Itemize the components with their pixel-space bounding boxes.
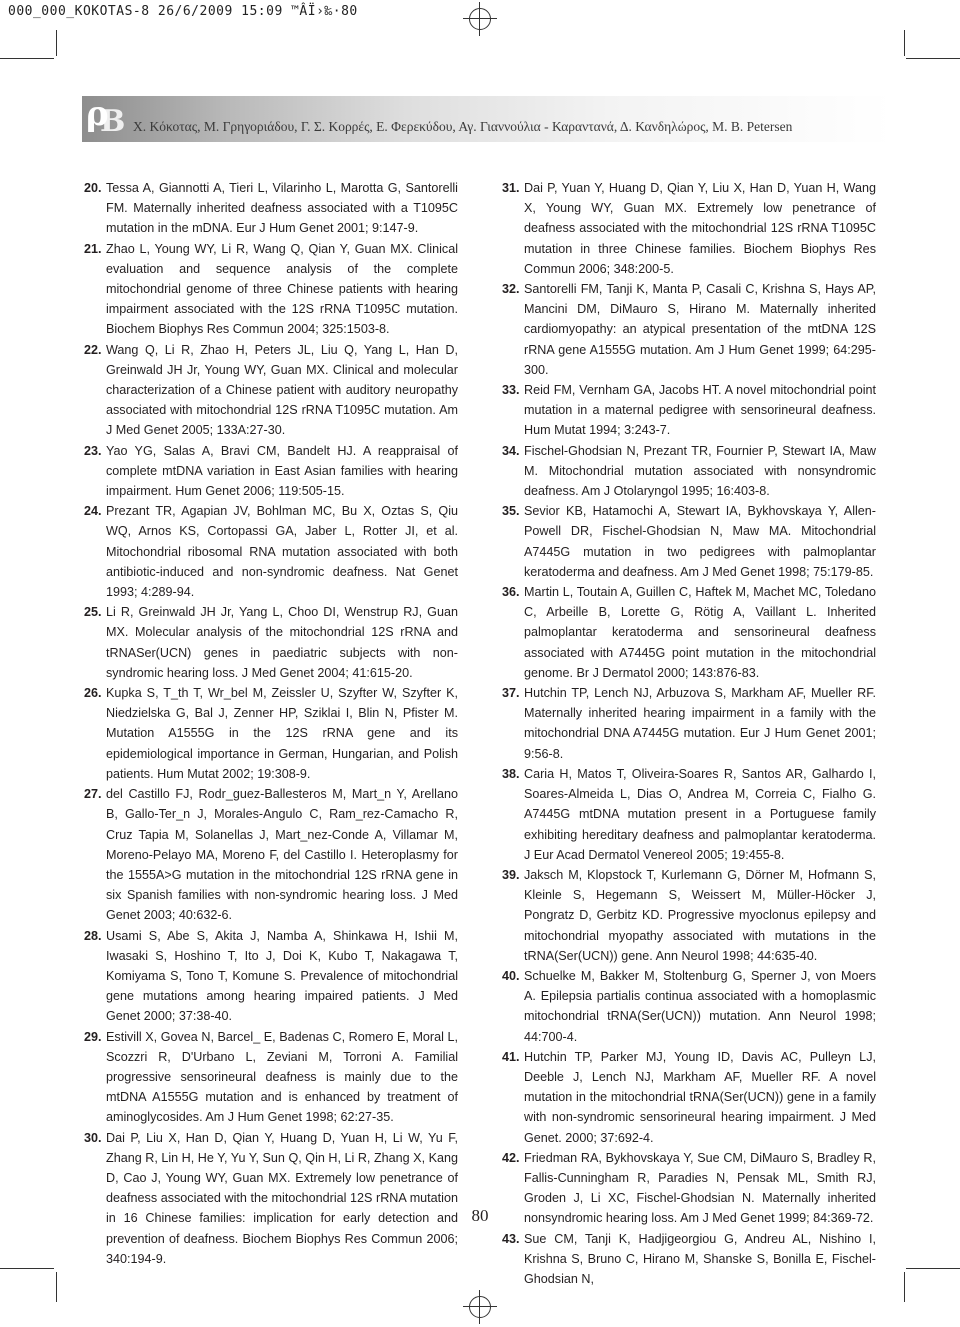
reference-item — [84, 1027, 458, 1128]
crop-mark-top-right-h — [906, 58, 960, 59]
crop-mark-bottom-right-v — [904, 1272, 905, 1302]
reference-number: 30. — [84, 1130, 102, 1145]
reference-number: 23. — [84, 443, 102, 458]
reference-text: Dai P, Liu X, Han D, Qian Y, Huang D, Yuan H, Li W, Yu F, Zhang R, Lin H, He Y, Yu Y, Sun Q, Qin H, Li R, Zhang X, Kang D, Cao J, Young WY, Guan MX. Extremely low penetrance of deafness associated with the mitochondrial 12S rRNA mutation in 16 Chinese families: implication for early detection and prevention of deafness. Biochem Biophys Res Commun 2006; 340:194-9. — [106, 1130, 458, 1266]
reference-number: 41. — [502, 1049, 520, 1064]
reference-number: 26. — [84, 686, 102, 701]
reference-text: Usami S, Abe S, Akita J, Namba A, Shinkawa H, Ishii M, Iwasaki S, Hoshino T, Ito J, Doi K, Kubo T, Nakagawa T, Komiyama S, Tono T, Komune S. Prevalence of mitochondrial gene mutations among hearing impaired patients. J Med Genet 2000; 37:38-40. — [106, 928, 458, 1024]
running-header-authors: Χ. Κόκοτας, Μ. Γρηγοριάδου, Γ. Σ. Κορρές, Ε. Φερεκύδου, Αγ. Γιαννούλια - Καραντανά, Δ. Κανδηλώρος, Μ. Β. Petersen — [133, 119, 793, 134]
reference-text: Dai P, Yuan Y, Huang D, Qian Y, Liu X, Han D, Yuan H, Wang X, Young WY, Guan MX. Extremely low penetrance of deafness associated with the mitochondrial 12S rRNA T1095C mutation in three Chinese families. Biochem Biophys Res Commun 2006; 348:200-5. — [524, 181, 876, 276]
reference-item — [84, 602, 458, 683]
reference-text: Wang Q, Li R, Zhao H, Peters JL, Liu Q, Yang L, Han D, Greinwald JH Jr, Young WY, Guan MX. Clinical and molecular characterization of a Chinese patient with auditory neuropathy associated with mitochondrial 12S rRNA T1095C mutation. Am J Med Genet 2005; 133A:27-30. — [106, 342, 458, 438]
reference-item — [502, 501, 876, 582]
reference-text: del Castillo FJ, Rodr_guez-Ballesteros M, Mart_n Y, Arellano B, Gallo-Ter_n J, Morales-Angulo C, Ram_rez-Camacho R, Cruz Tapia M, Solanellas J, Mart_nez-Conde A, Villamar M, Moreno-Pelayo MA, Moreno F, del Castillo I. Heteroplasmy for the 1555A>G mutation in the mitochondrial 12S rRNA gene in six Spanish families with non-syndromic hearing loss. J Med Genet 2003; 40:632-6. — [106, 787, 458, 923]
reference-text: Reid FM, Vernham GA, Jacobs HT. A novel mitochondrial point mutation in a maternal pedigree with sensorineural deafness. Hum Mutat 1994; 3:243-7. — [524, 383, 876, 438]
reference-number: 31. — [502, 181, 520, 195]
reference-item — [84, 239, 458, 340]
reference-number: 35. — [502, 504, 520, 519]
reference-number: 34. — [502, 443, 520, 458]
reference-text: Caria H, Matos T, Oliveira-Soares R, Santos AR, Galhardo I, Soares-Almeida L, Dias O, Andrea M, Correia C, Fialho G. A7445G mtDNA mutation present in a Portuguese family exhibiting hereditary deafness and palmoplantar keratoderma. J Eur Acad Dermatol Venereol 2005; 19:455-8. — [524, 766, 876, 862]
reference-item — [84, 441, 458, 502]
reference-item — [502, 1047, 876, 1148]
reference-item — [502, 279, 876, 380]
reference-item — [84, 683, 458, 784]
reference-item — [502, 178, 876, 279]
reference-number: 43. — [502, 1231, 520, 1246]
reference-item — [502, 683, 876, 764]
reference-number: 42. — [502, 1150, 520, 1165]
reference-text: Sue CM, Tanji K, Hadjigeorgiou G, Andreu AL, Nishino I, Krishna S, Bruno C, Hirano M, Shanske S, Bonilla E, Fischel-Ghodsian N, — [524, 1231, 876, 1286]
reference-number: 27. — [84, 787, 102, 802]
reference-item — [84, 178, 458, 239]
crop-mark-top-left-h — [0, 58, 54, 59]
reference-text: Estivill X, Govea N, Barcel_ E, Badenas C, Romero E, Moral L, Scozzri R, D'Urbano L, Zeviani M, Torroni A. Familial progressive sensorineural deafness is mainly due to the mtDNA A1555G mutation and is enhanced by treatment of aminoglycosides. Am J Hum Genet 1998; 62:27-35. — [106, 1029, 458, 1125]
reference-text: Tessa A, Giannotti A, Tieri L, Vilarinho L, Marotta G, Santorelli FM. Maternally inherited deafness associated with a T1095C mutation in the mDNA. Eur J Hum Genet 2001; 9:147-9. — [106, 181, 458, 236]
reference-text: Jaksch M, Klopstock T, Kurlemann G, Dörner M, Hofmann S, Kleinle S, Hegemann S, Weissert M, Müller-Höcker J, Pongratz D, Gerbitz KD. Progressive myoclonus epilepsy and mitochondrial myopathy associated with mutations in the tRNA(Ser(UCN)) gene. Ann Neurol 1998; 44:635-40. — [524, 867, 876, 963]
reference-text: Hutchin TP, Lench NJ, Arbuzova S, Markham AF, Mueller RF. Maternally inherited hearing impairment in a family with the mitochondrial DNA A7445G mutation. Eur J Hum Genet 2001; 9:56-8. — [524, 686, 876, 761]
reference-text: Sevior KB, Hatamochi A, Stewart IA, Bykhovskaya Y, Allen-Powell DR, Fischel-Ghodsian N, Maw MA. Mitochondrial A7445G mutation in two pedigrees with palmoplantar keratoderma and deafness. Am J Med Genet 1998; 75:179-85. — [524, 504, 876, 579]
crop-mark-top-right-v — [904, 30, 905, 56]
reference-text: Prezant TR, Agapian JV, Bohlman MC, Bu X, Oztas S, Qiu WQ, Arnos KS, Cortopassi GA, Jaber L, Rotter JI, et al. Mitochondrial ribosomal RNA mutation associated with both antibiotic-induced and non-syndromic deafness. Nat Genet 1993; 4:289-94. — [106, 504, 458, 600]
reference-number: 39. — [502, 867, 520, 882]
reference-item — [84, 1128, 458, 1269]
reference-item — [84, 501, 458, 602]
reference-text: Friedman RA, Bykhovskaya Y, Sue CM, DiMauro S, Bradley R, Fallis-Cunningham R, Paradies N, Pensak ML, Smith RJ, Groden J, Li XC, Fischel-Ghodsian N. Maternally inherited nonsyndromic hearing loss. Am J Med Genet 1999; 84:369-72. — [524, 1150, 876, 1226]
reference-item — [84, 340, 458, 441]
reference-text: Martin L, Toutain A, Guillen C, Haftek M, Machet MC, Toledano C, Arbeille B, Lorette G, Rötig A, Vaillant L. Inherited palmoplantar keratoderma and sensorineural deafness associated with A7445G point mutation in the mitochondrial genome. Br J Dermatol 2000; 143:876-83. — [524, 585, 876, 680]
reference-text: Schuelke M, Bakker M, Stoltenburg G, Sperner J, von Moers A. Epilepsia partialis continua associated with a homoplasmic mitochondrial tRNA(Ser(UCN)) mutation. Ann Neurol 1998; 44:700-4. — [524, 968, 876, 1044]
journal-logo-icon: ρ B — [86, 94, 126, 139]
reference-item — [502, 582, 876, 683]
reference-number: 25. — [84, 605, 102, 620]
references-right-column — [502, 178, 876, 1289]
reference-item — [502, 764, 876, 865]
reference-item — [502, 380, 876, 441]
reference-number: 22. — [84, 342, 102, 357]
print-slug: 000_000_KOKOTAS-8 26/6/2009 15:09 ™ÂÏ›‰·80 — [8, 4, 358, 19]
crop-mark-bottom-right-h — [906, 1268, 960, 1269]
reference-text: Yao YG, Salas A, Bravi CM, Bandelt HJ. A reappraisal of complete mtDNA variation in East Asian families with hearing impairment. Hum Genet 2006; 119:505-15. — [106, 443, 458, 499]
reference-number: 24. — [84, 504, 102, 519]
reference-number: 21. — [84, 241, 102, 256]
reference-number: 33. — [502, 383, 520, 398]
reference-number: 20. — [84, 181, 102, 195]
reference-number: 28. — [84, 928, 102, 943]
references-left-column — [84, 178, 458, 1269]
reference-number: 36. — [502, 585, 520, 600]
reference-item — [502, 966, 876, 1047]
reference-text: Zhao L, Young WY, Li R, Wang Q, Qian Y, Guan MX. Clinical evaluation and sequence analysis of the complete mitochondrial genome of three Chinese patients with hearing impairment associated with the 12S rRNA T1095C mutation. Biochem Biophys Res Commun 2004; 325:1503-8. — [106, 241, 458, 337]
reference-text: Hutchin TP, Parker MJ, Young ID, Davis AC, Pulleyn LJ, Deeble J, Lench NJ, Markham AF, Mueller RF. A novel mutation in the mitochondrial tRNA(Ser(UCN)) gene in a family with non-syndromic sensorineural hearing impairment. J Med Genet. 2000; 37:692-4. — [524, 1049, 876, 1145]
reference-number: 38. — [502, 766, 520, 781]
reference-number: 29. — [84, 1029, 102, 1044]
reference-text: Fischel-Ghodsian N, Prezant TR, Fournier P, Stewart IA, Maw M. Mitochondrial mutation associated with nonsyndromic deafness. Am J Otolaryngol 1995; 16:403-8. — [524, 443, 876, 499]
reference-item — [502, 1229, 876, 1290]
reference-number: 40. — [502, 968, 520, 983]
crop-mark-top-left-v — [56, 30, 57, 56]
reference-item — [502, 865, 876, 966]
registration-mark-top — [463, 2, 497, 36]
page-number: 80 — [471, 1206, 489, 1225]
reference-item — [502, 441, 876, 502]
crop-mark-bottom-left-h — [0, 1268, 54, 1269]
registration-mark-bottom — [463, 1290, 497, 1324]
crop-mark-bottom-left-v — [56, 1272, 57, 1302]
reference-number: 32. — [502, 282, 520, 297]
reference-text: Li R, Greinwald JH Jr, Yang L, Choo DI, Wenstrup RJ, Guan MX. Molecular analysis of the mitochondrial 12S rRNA and tRNASer(UCN) genes in paediatric subjects with non-syndromic hearing loss. J Med Genet 2004; 41:615-20. — [106, 605, 458, 680]
reference-number: 37. — [502, 686, 520, 701]
reference-text: Santorelli FM, Tanji K, Manta P, Casali C, Krishna S, Hays AP, Mancini DM, DiMauro S, Hirano M. Maternally inherited cardiomyopathy: an atypical presentation of the mtDNA 12S rRNA gene A1555G mutation. Am J Hum Genet 1999; 64:295-300. — [524, 282, 876, 377]
reference-text: Kupka S, T_th T, Wr_bel M, Zeissler U, Szyfter W, Szyfter K, Niedzielska G, Bal J, Zenner HP, Sziklai I, Blin N, Pfister M. Mutation A1555G in the 12S rRNA gene and its epidemiological importance in German, Hungarian, and Polish patients. Hum Mutat 2002; 19:308-9. — [106, 686, 458, 781]
reference-item — [84, 926, 458, 1027]
reference-item — [84, 784, 458, 925]
